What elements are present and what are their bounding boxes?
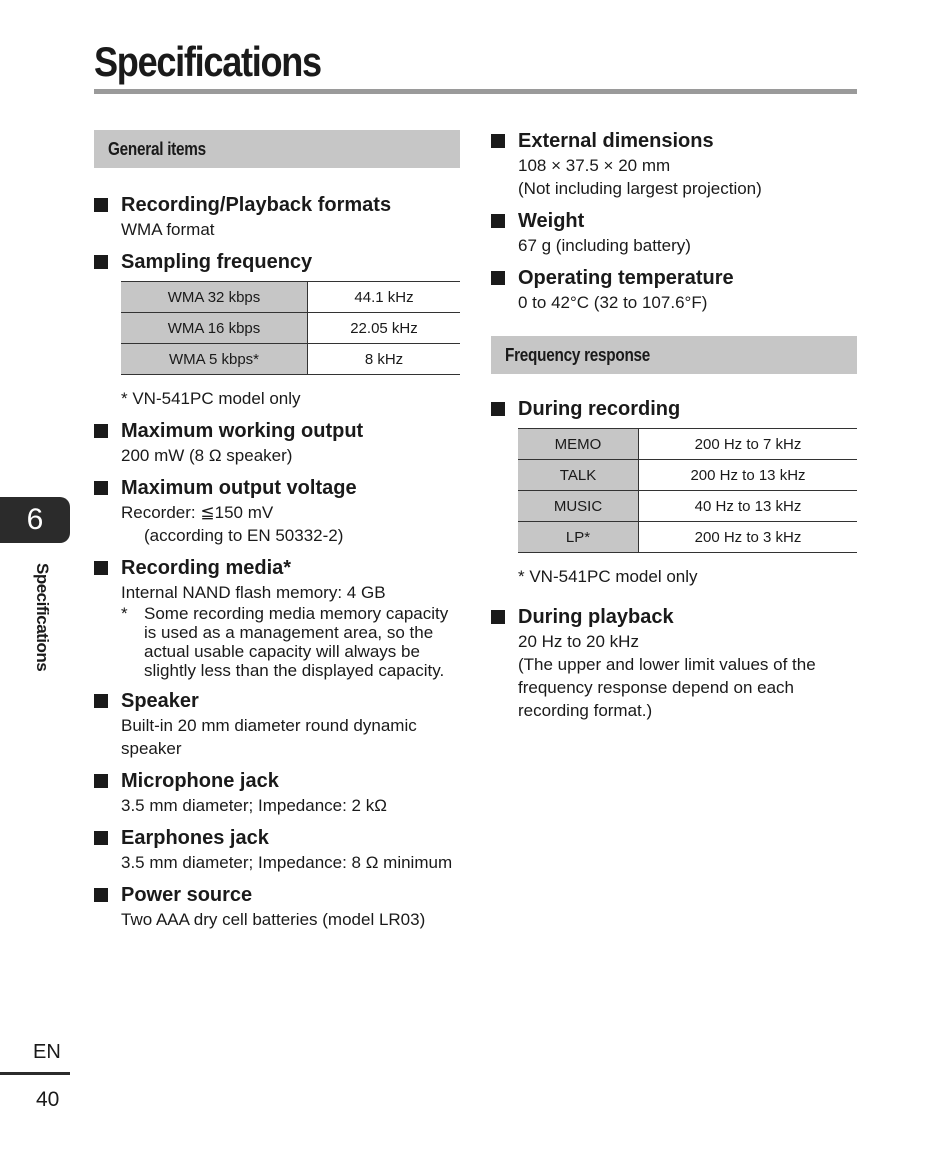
square-bullet-icon: [491, 610, 505, 624]
table-cell-label: WMA 16 kbps: [121, 313, 308, 344]
square-bullet-icon: [94, 481, 108, 495]
model-note: * VN-541PC model only: [518, 567, 698, 586]
recording-frequency-table: [518, 428, 857, 553]
square-bullet-icon: [94, 774, 108, 788]
spec-heading-power: Power source: [94, 882, 460, 908]
spec-heading-dimensions: External dimensions: [491, 128, 857, 154]
square-bullet-icon: [491, 134, 505, 148]
table-cell-label: MEMO: [518, 429, 639, 460]
spec-heading-mic-jack: Microphone jack: [94, 768, 460, 794]
table-cell-label: WMA 5 kbps*: [121, 344, 308, 375]
spec-heading-playback: During playback: [491, 604, 857, 630]
section-header-general: General items: [94, 130, 460, 168]
table-row: [121, 344, 460, 375]
spec-value-media: Internal NAND flash memory: 4 GB: [121, 583, 386, 602]
table-cell-value: 200 Hz to 13 kHz: [639, 460, 858, 491]
spec-heading-media: Recording media*: [94, 555, 460, 581]
spec-value-dimensions: 108 × 37.5 × 20 mm (Not including largest projection): [518, 156, 762, 198]
spec-heading-temperature: Operating temperature: [491, 265, 857, 291]
footer-rule: [0, 1072, 70, 1075]
section-header-frequency: Frequency response: [491, 336, 857, 374]
spec-value-speaker: Built-in 20 mm diameter round dynamic speaker: [121, 716, 417, 758]
spec-value-playback: 20 Hz to 20 kHz (The upper and lower limit values of the frequency response depend on each recording format.): [518, 632, 816, 720]
table-cell-value: 44.1 kHz: [308, 282, 461, 313]
spec-value-max-voltage: Recorder: ≦150 mV (according to EN 50332-2): [121, 503, 344, 545]
square-bullet-icon: [94, 831, 108, 845]
spec-heading-max-output: Maximum working output: [94, 418, 460, 444]
chapter-tab: 6: [0, 497, 70, 543]
square-bullet-icon: [94, 888, 108, 902]
spec-heading-formats: Recording/Playback formats: [94, 192, 460, 218]
square-bullet-icon: [491, 214, 505, 228]
table-cell-value: 200 Hz to 3 kHz: [639, 522, 858, 553]
spec-heading-speaker: Speaker: [94, 688, 460, 714]
language-label: EN: [33, 1041, 61, 1063]
spec-value-ear-jack: 3.5 mm diameter; Impedance: 8 Ω minimum: [121, 853, 453, 872]
spec-heading-sampling: Sampling frequency: [94, 249, 460, 275]
spec-heading-weight: Weight: [491, 208, 857, 234]
model-note: * VN-541PC model only: [121, 389, 301, 408]
table-cell-label: MUSIC: [518, 491, 639, 522]
table-cell-value: 8 kHz: [308, 344, 461, 375]
square-bullet-icon: [491, 271, 505, 285]
table-row: [121, 313, 460, 344]
spec-value-temperature: 0 to 42°C (32 to 107.6°F): [518, 293, 708, 312]
spec-heading-max-voltage: Maximum output voltage: [94, 475, 460, 501]
spec-value-power: Two AAA dry cell batteries (model LR03): [121, 910, 426, 929]
table-cell-value: 200 Hz to 7 kHz: [639, 429, 858, 460]
table-row: [518, 491, 857, 522]
spec-heading-ear-jack: Earphones jack: [94, 825, 460, 851]
table-row: [518, 522, 857, 553]
table-cell-label: WMA 32 kbps: [121, 282, 308, 313]
spec-value-mic-jack: 3.5 mm diameter; Impedance: 2 kΩ: [121, 796, 387, 815]
table-row: [518, 429, 857, 460]
table-row: [121, 282, 460, 313]
spec-value-weight: 67 g (including battery): [518, 236, 691, 255]
page-title: Specifications: [94, 38, 321, 85]
square-bullet-icon: [94, 561, 108, 575]
side-chapter-label: Specifications: [33, 563, 52, 672]
table-cell-label: TALK: [518, 460, 639, 491]
spec-value-formats: WMA format: [121, 220, 215, 239]
square-bullet-icon: [94, 198, 108, 212]
square-bullet-icon: [491, 402, 505, 416]
media-footnote: * Some recording media memory capacity is used as a management area, so the actual usable capacity will always be slightly less than the displayed capacity.: [121, 604, 449, 680]
square-bullet-icon: [94, 255, 108, 269]
table-cell-value: 22.05 kHz: [308, 313, 461, 344]
sampling-frequency-table: [121, 281, 460, 375]
page-number: 40: [36, 1088, 60, 1111]
table-cell-label: LP*: [518, 522, 639, 553]
title-rule: [94, 89, 857, 94]
spec-heading-recording: During recording: [491, 396, 857, 422]
right-column: [491, 128, 857, 722]
table-cell-value: 40 Hz to 13 kHz: [639, 491, 858, 522]
left-column: [94, 130, 460, 931]
square-bullet-icon: [94, 424, 108, 438]
square-bullet-icon: [94, 694, 108, 708]
table-row: [518, 460, 857, 491]
spec-value-max-output: 200 mW (8 Ω speaker): [121, 446, 293, 465]
